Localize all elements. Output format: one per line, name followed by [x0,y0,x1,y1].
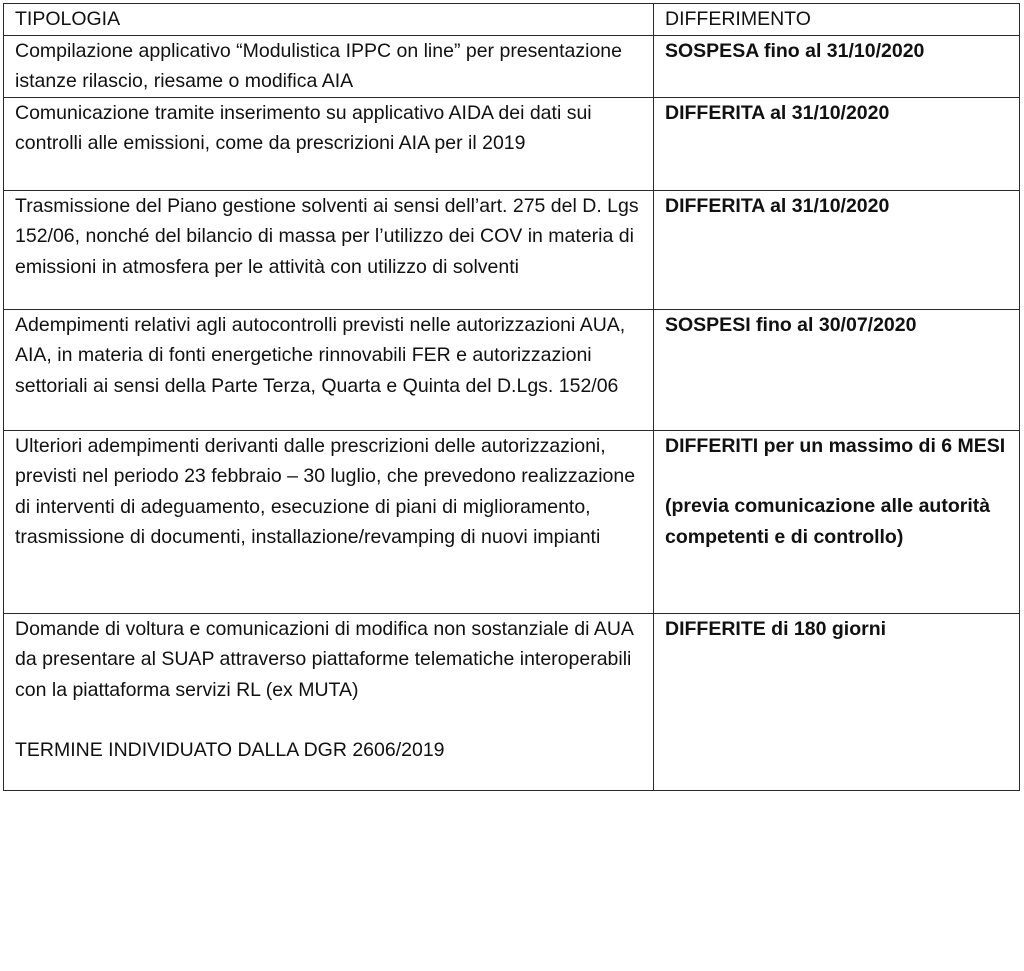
spacer [665,461,1009,491]
table-header-row [4,4,1020,36]
header-differimento: DIFFERIMENTO [654,4,1020,36]
differimento-cell: DIFFERITE di 180 giorni [654,613,1020,790]
table-row [4,35,1020,97]
differimento-cell: SOSPESI fino al 30/07/2020 [654,309,1020,430]
table-row [4,430,1020,613]
deferral-table [3,3,1020,791]
differimento-text: DIFFERITI per un massimo di 6 MESI [665,434,1006,457]
differimento-cell: DIFFERITA al 31/10/2020 [654,97,1020,190]
table-row [4,97,1020,190]
header-tipologia: TIPOLOGIA [4,4,654,36]
tipologia-cell: Compilazione applicativo “Modulistica IPPC on line” per presentazione istanze rilascio, riesame o modifica AIA [4,35,654,97]
differimento-cell: SOSPESA fino al 31/10/2020 [654,35,1020,97]
tipologia-note: TERMINE INDIVIDUATO DALLA DGR 2606/2019 [15,739,445,761]
tipologia-cell: Adempimenti relativi agli autocontrolli previsti nelle autorizzazioni AUA, AIA, in materia di fonti energetiche rinnovabili FER e autorizzazioni settoriali ai sensi della Parte Terza, Quarta e Quinta del D.Lgs. 152/06 [4,309,654,430]
tipologia-text: Domande di voltura e comunicazioni di modifica non sostanziale di AUA da presentare al SUAP attraverso piattaforme telematiche interoperabili con la piattaforma servizi RL (ex MUTA) [15,617,633,701]
tipologia-cell [4,613,654,790]
tipologia-cell: Trasmissione del Piano gestione solventi ai sensi dell’art. 275 del D. Lgs 152/06, nonché del bilancio di massa per l’utilizzo dei COV in materia di emissioni in atmosfera per le attività con utilizzo di solventi [4,190,654,309]
table-row [4,613,1020,790]
tipologia-cell: Comunicazione tramite inserimento su applicativo AIDA dei dati sui controlli alle emissioni, come da prescrizioni AIA per il 2019 [4,97,654,190]
differimento-cell: DIFFERITA al 31/10/2020 [654,190,1020,309]
table-row [4,309,1020,430]
table-row [4,190,1020,309]
tipologia-cell: Ulteriori adempimenti derivanti dalle prescrizioni delle autorizzazioni, previsti nel periodo 23 febbraio – 30 luglio, che prevedono realizzazione di interventi di adeguamento, esecuzione di piani di miglioramento, trasmissione di documenti, installazione/revamping di nuovi impianti [4,430,654,613]
differimento-note: (previa comunicazione alle autorità competenti e di controllo) [665,495,991,548]
spacer [15,705,643,735]
differimento-cell [654,430,1020,613]
